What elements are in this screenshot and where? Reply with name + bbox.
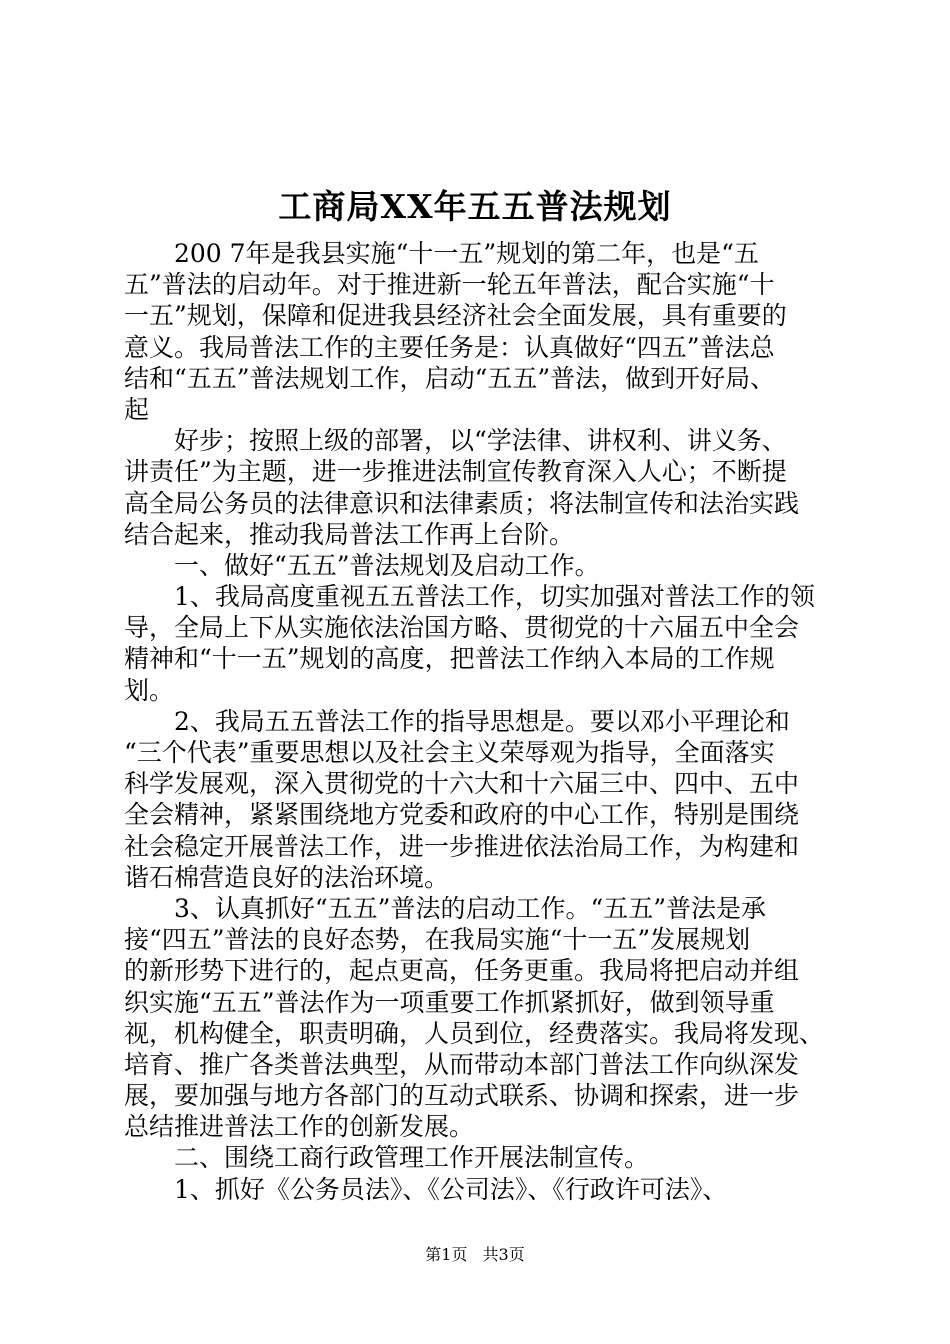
paragraph-line: 五”普法的启动年。对于推进新一轮五年普法，配合实施“十	[124, 270, 775, 300]
paragraph-line: 科学发展观，深入贯彻党的十六大和十六届三中、四中、五中	[124, 769, 800, 799]
paragraph-line: 导，全局上下从实施依法治国方略、贯彻党的十六届五中全会	[124, 613, 800, 643]
body-paragraph	[124, 238, 840, 425]
paragraph-line: 200 7年是我县实施“十一五”规划的第二年，也是“五	[124, 239, 759, 268]
paragraph-line: 全会精神，紧紧围绕地方党委和政府的中心工作，特别是围绕	[124, 800, 800, 830]
paragraph-line: 结和“五五”普法规划工作，启动“五五”普法，做到开好局、	[124, 363, 776, 393]
paragraph-line: 二、围绕工商行政管理工作开展法制宣传。	[124, 1143, 650, 1173]
body-paragraph	[124, 1174, 840, 1205]
paragraph-line: 谐石棉营造良好的法治环境。	[124, 862, 450, 892]
body-paragraph	[124, 550, 840, 581]
paragraph-line: “三个代表”重要思想以及社会主义荣辱观为指导，全面落实	[124, 738, 775, 767]
paragraph-line: 视，机构健全，职责明确，人员到位，经费落实。我局将发现、	[124, 1018, 825, 1048]
paragraph-line: 起	[124, 394, 150, 424]
paragraph-line: 2、我局五五普法工作的指导思想是。要以邓小平理论和	[124, 706, 790, 736]
paragraph-line: 高全局公务员的法律意识和法律素质；将法制宣传和法治实践	[124, 488, 800, 518]
document-body	[124, 238, 840, 1205]
paragraph-line: 培育、推广各类普法典型，从而带动本部门普法工作向纵深发	[124, 1049, 800, 1079]
paragraph-line: 社会稳定开展普法工作，进一步推进依法治局工作，为构建和	[124, 831, 800, 861]
body-paragraph	[124, 893, 840, 1143]
paragraph-line: 划。	[124, 675, 175, 705]
page-footer	[0, 1244, 950, 1266]
paragraph-line: 一、做好“五五”普法规划及启动工作。	[124, 550, 600, 580]
paragraph-line: 3、认真抓好“五五”普法的启动工作。“五五”普法是承	[124, 893, 767, 923]
paragraph-line: 织实施“五五”普法作为一项重要工作抓紧抓好，做到领导重	[124, 987, 775, 1017]
paragraph-line: 1、抓好《公务员法》、《公司法》、《行政许可法》、	[124, 1174, 728, 1204]
page-number: 第1页	[425, 1245, 468, 1264]
document-title: 工商局XX年五五普法规划	[278, 187, 672, 226]
paragraph-line: 意义。我局普法工作的主要任务是：认真做好“四五”普法总	[124, 332, 775, 362]
paragraph-line: 好步；按照上级的部署，以“学法律、讲权利、讲义务、	[124, 426, 787, 456]
paragraph-line: 1、我局高度重视五五普法工作，切实加强对普法工作的领	[124, 582, 815, 612]
body-paragraph	[124, 706, 840, 893]
paragraph-line: 精神和“十一五”规划的高度，把普法工作纳入本局的工作规	[124, 644, 775, 674]
paragraph-line: 一五”规划，保障和促进我县经济社会全面发展，具有重要的	[124, 301, 787, 331]
body-paragraph	[124, 425, 840, 550]
page-total: 共3页	[482, 1245, 525, 1264]
paragraph-line: 结合起来，推动我局普法工作再上台阶。	[124, 519, 575, 549]
paragraph-line: 展，要加强与地方各部门的互动式联系、协调和探索，进一步	[124, 1081, 800, 1111]
body-paragraph	[124, 1142, 840, 1173]
paragraph-line: 总结推进普法工作的创新发展。	[124, 1112, 475, 1142]
paragraph-line: 的新形势下进行的，起点更高，任务更重。我局将把启动并组	[124, 956, 800, 986]
paragraph-line: 接“四五”普法的良好态势，在我局实施“十一五”发展规划	[124, 925, 751, 955]
body-paragraph	[124, 581, 840, 706]
paragraph-line: 讲责任”为主题，进一步推进法制宣传教育深入人心；不断提	[124, 457, 787, 487]
